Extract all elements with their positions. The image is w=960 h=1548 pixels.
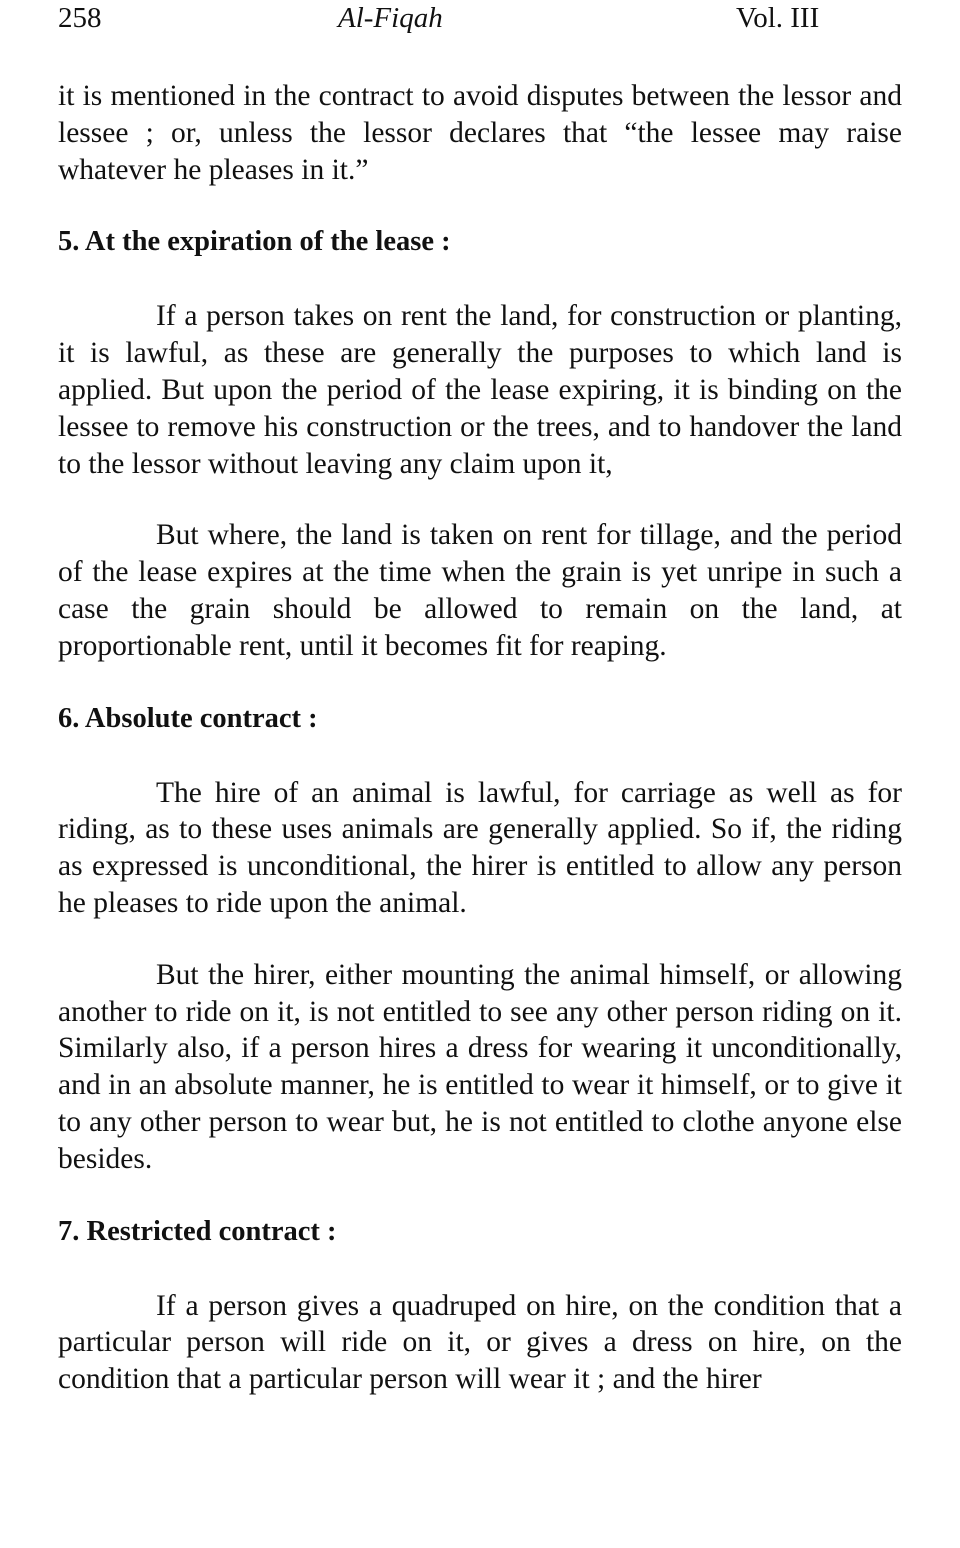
section-heading-7: 7. Restricted contract : [58,1215,337,1247]
volume-label: Vol. III [736,2,820,34]
paragraph-6b: But the hirer, either mounting the animal himself, or allowing another to ride on it, is not entitled to see any other person riding on it. Similarly also, if a person hires a dress for wearing it unconditionally, and in an absolute manner, he is entitled to wear it himself, or to give it to any other person to wear but, he is not entitled to clothe anyone else besides. [58,958,902,1175]
book-title: Al-Fiqah [338,2,443,34]
paragraph-5a: If a person takes on rent the land, for construction or planting, it is lawful, as these are generally the purposes to which land is applied. But upon the period of the lease expiring, it is binding on the lessee to remove his construction or the trees, and to handover the land to the lessor without leaving any claim upon it, [58,300,902,480]
paragraph-5b: But where, the land is taken on rent for tillage, and the period of the lease expires at the time when the grain is yet unripe in such a case the grain should be allowed to remain on the land, at proportionable rent, until it becomes fit for reaping. [58,519,902,662]
book-page [58,0,902,1398]
paragraph-continuation: it is mentioned in the contract to avoid disputes between the lessor and lessee ; or, unless the lessor declares that “the lessee may raise whatever he pleases in it.” [58,80,902,186]
section-heading-5: 5. At the expiration of the lease : [58,226,451,258]
page-number: 258 [58,2,102,34]
paragraph-6a: The hire of an animal is lawful, for carriage as well as for riding, as to these uses animals are generally applied. So if, the riding as expressed is unconditional, the hirer is entitled to allow any person he pleases to ride upon the animal. [58,776,902,919]
paragraph-7a: If a person gives a quadruped on hire, on the condition that a particular person will ride on it, or gives a dress on hire, on the condition that a particular person will wear it ; and the hirer [58,1289,902,1396]
section-heading-6: 6. Absolute contract : [58,702,318,734]
running-header [58,0,902,46]
